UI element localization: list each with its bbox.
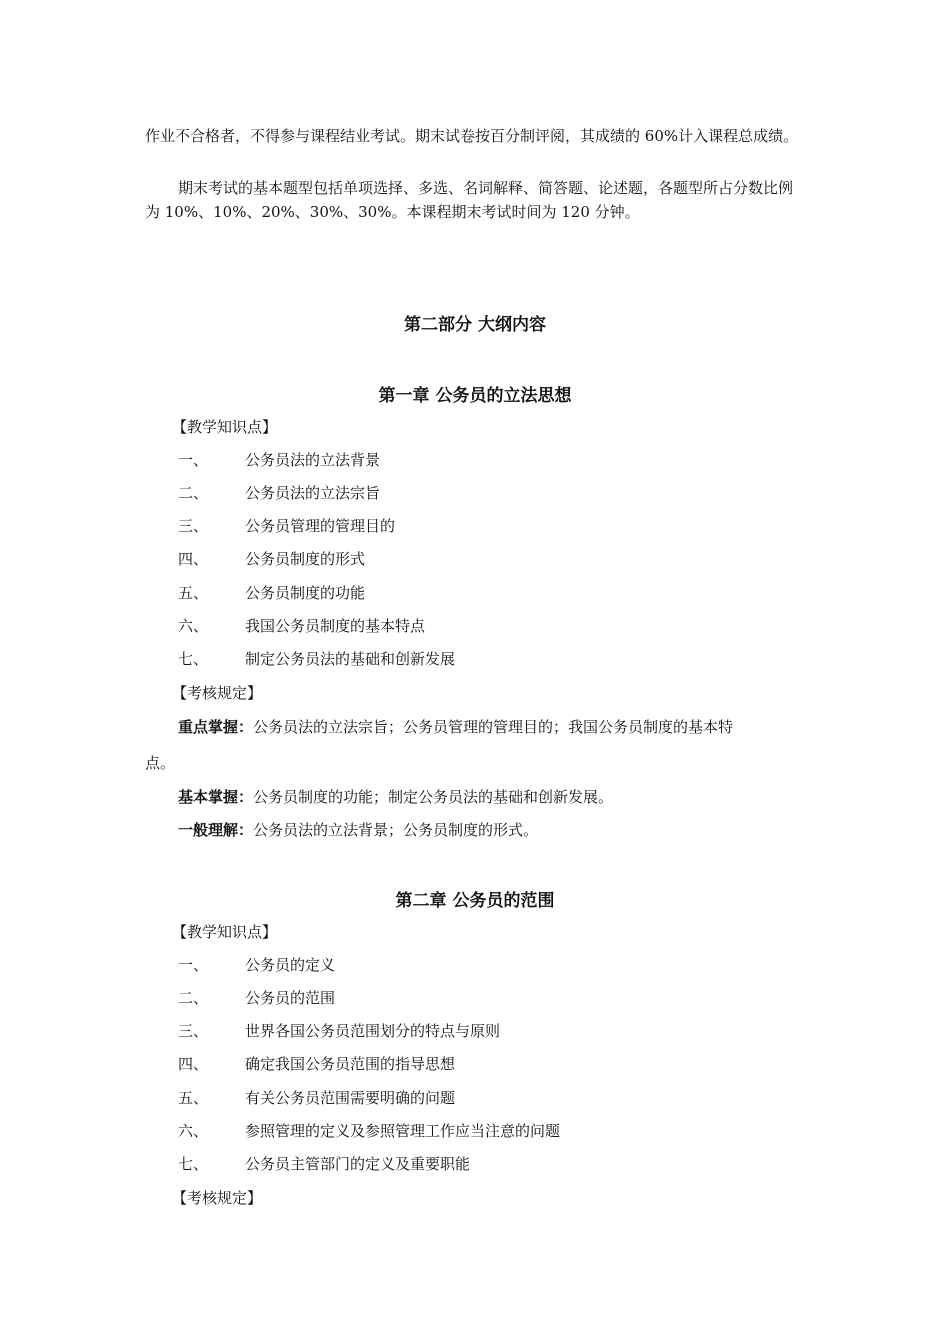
list-item: 公务员主管部门的定义及重要职能: [245, 1155, 471, 1173]
list-item-number: 四、: [178, 1055, 209, 1073]
list-item-number: 一、: [178, 451, 209, 469]
list-item-number: 五、: [178, 584, 209, 602]
list-item: 制定公务员法的基础和创新发展: [245, 650, 456, 668]
list-item: 公务员制度的功能: [245, 584, 366, 602]
list-item-number: 五、: [178, 1089, 209, 1107]
list-item: 世界各国公务员范围划分的特点与原则: [245, 1022, 501, 1040]
list-item-number: 四、: [178, 550, 209, 568]
list-item: 公务员的范围: [245, 989, 336, 1007]
list-item-number: 二、: [178, 989, 209, 1007]
general-understanding-line: [178, 820, 538, 840]
list-item-number: 七、: [178, 650, 209, 668]
list-item: 公务员制度的形式: [245, 550, 366, 568]
chapter-1-assessment-label: 【考核规定】: [172, 684, 263, 702]
list-item: 公务员的定义: [245, 956, 336, 974]
general-understanding-text: 公务员法的立法背景；公务员制度的形式。: [253, 821, 539, 839]
basic-mastery-line: [178, 787, 613, 807]
intro-paragraph-2: 期末考试的基本题型包括单项选择、多选、名词解释、简答题、论述题，各题型所占分数比例为 10%、10%、20%、30%、30%。本课程期末考试时间为 120 分钟。: [145, 179, 794, 221]
part-title: 第二部分 大纲内容: [404, 315, 546, 335]
list-item-number: 三、: [178, 517, 209, 535]
list-item: 公务员管理的管理目的: [245, 517, 396, 535]
list-item-number: 一、: [178, 956, 209, 974]
key-mastery-label: 重点掌握：: [178, 718, 254, 736]
basic-mastery-label: 基本掌握：: [178, 788, 254, 806]
intro-paragraph-1: 作业不合格者，不得参与课程结业考试。期末试卷按百分制评阅，其成绩的 60%计入课程总成绩。: [145, 127, 799, 145]
list-item-number: 六、: [178, 1122, 209, 1140]
list-item: 有关公务员范围需要明确的问题: [245, 1089, 456, 1107]
list-item-number: 二、: [178, 484, 209, 502]
list-item-number: 三、: [178, 1022, 209, 1040]
list-item-number: 七、: [178, 1155, 209, 1173]
basic-mastery-text: 公务员制度的功能；制定公务员法的基础和创新发展。: [253, 788, 614, 806]
key-mastery-line: [178, 717, 733, 737]
list-item: 确定我国公务员范围的指导思想: [245, 1055, 456, 1073]
list-item: 我国公务员制度的基本特点: [245, 617, 426, 635]
list-item: 公务员法的立法宗旨: [245, 484, 381, 502]
general-understanding-label: 一般理解：: [178, 821, 254, 839]
chapter-2-knowledge-label: 【教学知识点】: [172, 923, 278, 941]
list-item-number: 六、: [178, 617, 209, 635]
chapter-2-assessment-label: 【考核规定】: [172, 1189, 263, 1207]
chapter-1-knowledge-label: 【教学知识点】: [172, 418, 278, 436]
chapter-2-title: 第二章 公务员的范围: [395, 891, 555, 911]
chapter-1-title: 第一章 公务员的立法思想: [378, 386, 572, 406]
key-mastery-text: 公务员法的立法宗旨；公务员管理的管理目的；我国公务员制度的基本特: [253, 718, 734, 736]
key-mastery-text-continued: 点。: [145, 754, 176, 772]
list-item: 参照管理的定义及参照管理工作应当注意的问题: [245, 1122, 561, 1140]
list-item: 公务员法的立法背景: [245, 451, 381, 469]
